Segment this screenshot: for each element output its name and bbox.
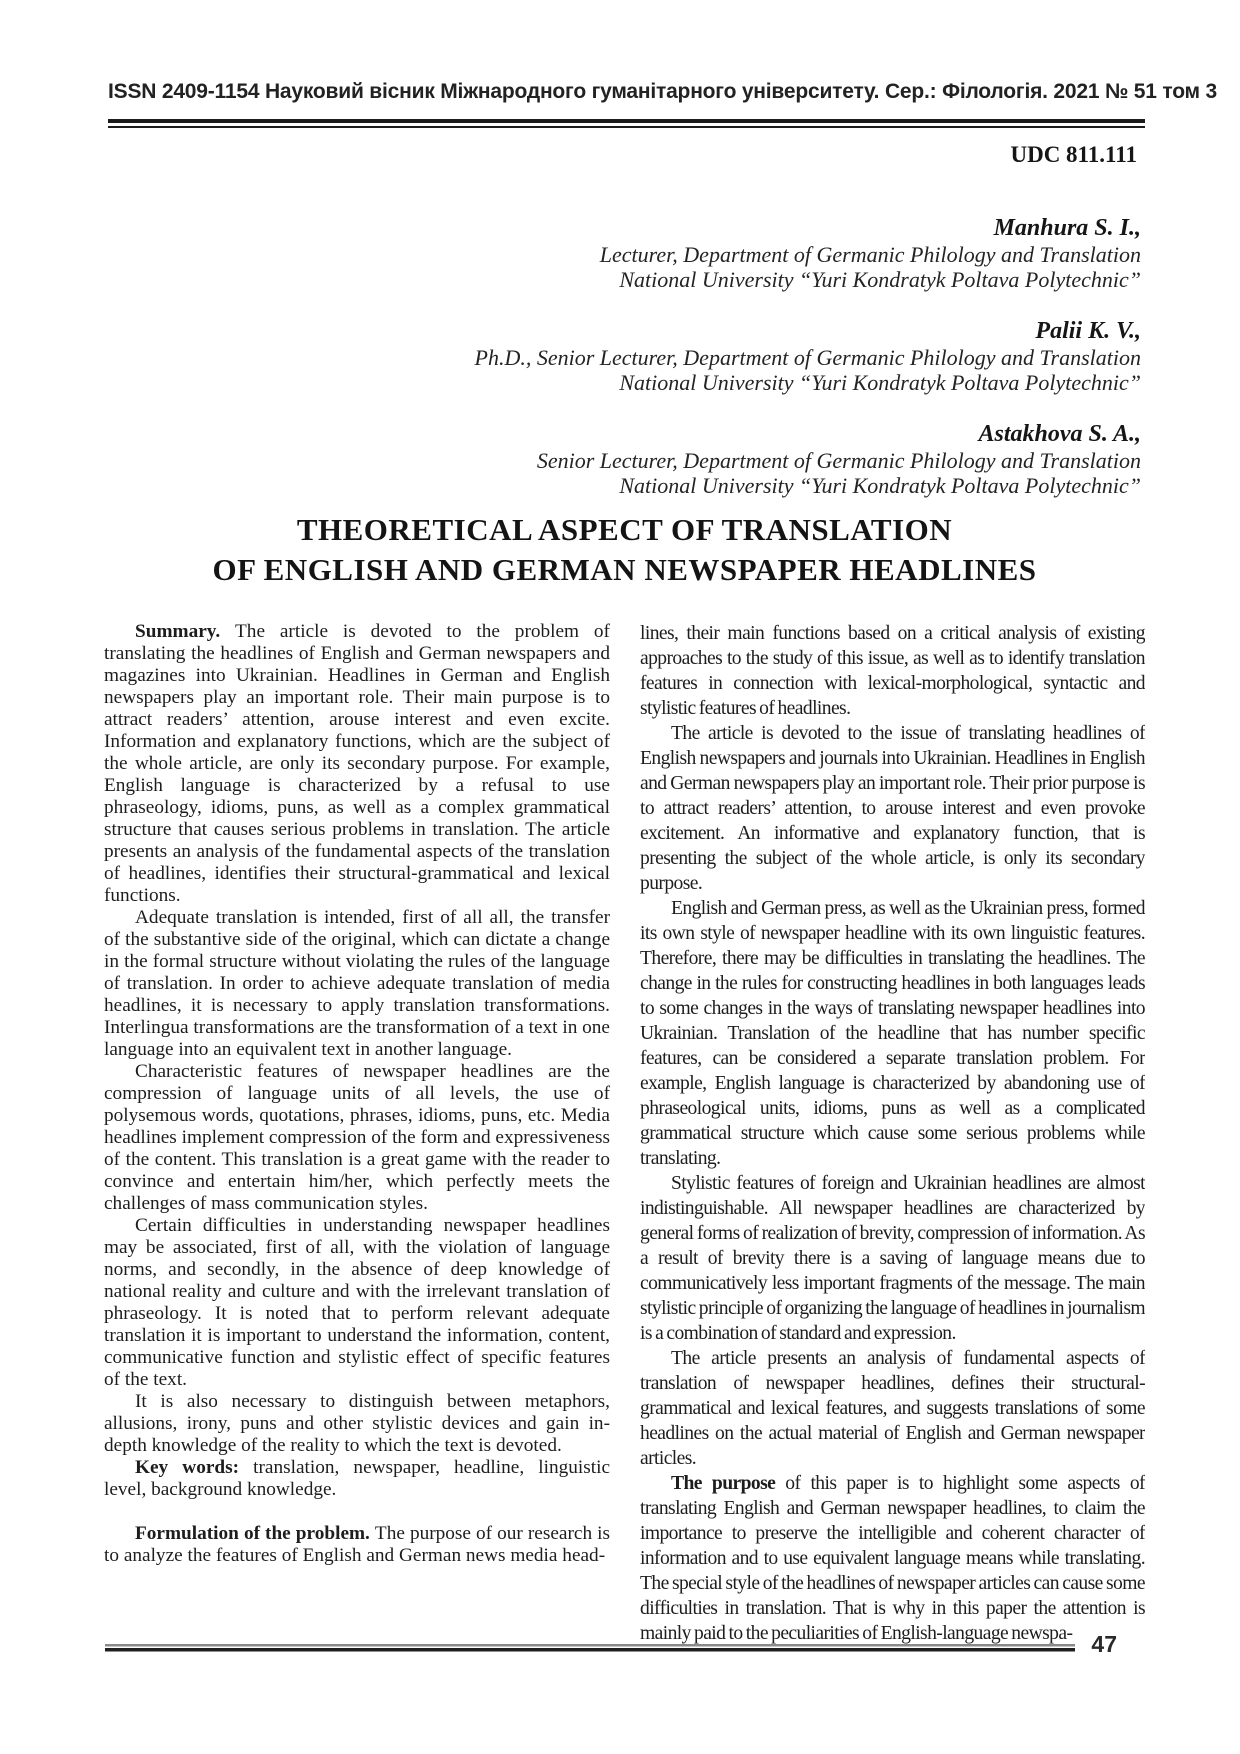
paragraph: Certain difficulties in understanding newspaper headlines may be associated, first of all, with the violation of language norms, and secondly, in the absence of deep knowledge of national reality and culture and with the irrelevant translation of phraseology. It is noted that to perform relevant adequate translation it is important to understand the information, content, communicative function and stylistic effect of specific features of the text. — [104, 1215, 610, 1390]
paragraph-lead: Formulation of the problem. — [135, 1523, 375, 1544]
paragraph-lead: Key words: — [135, 1457, 254, 1478]
author-affiliation: National University “Yuri Kondratyk Poltava Polytechnic” — [619, 267, 1141, 292]
footer-rule — [105, 1644, 1075, 1652]
author-name: Palii K. V., — [1035, 318, 1141, 344]
author — [475, 318, 1141, 395]
paragraph: Key words: translation, newspaper, headline, linguistic level, background knowledge. — [104, 1457, 610, 1500]
author-affiliation: National University “Yuri Kondratyk Poltava Polytechnic” — [619, 370, 1141, 395]
author-affiliation: Ph.D., Senior Lecturer, Department of Germanic Philology and Translation — [474, 345, 1141, 370]
udc-code: UDC 811.111 — [1010, 142, 1137, 167]
article-title — [104, 510, 1145, 590]
paragraph: Formulation of the problem. The purpose of our research is to analyze the features of English and German news media head- — [104, 1523, 610, 1566]
author-name: Manhura S. I., — [993, 215, 1141, 241]
paragraph: lines, their main functions based on a critical analysis of existing approaches to the study of this issue, as well as to identify translation features in connection with lexical-morphological, syntactic and stylistic features of headlines. — [640, 623, 1145, 719]
paragraph: Stylistic features of foreign and Ukrainian headlines are almost indistinguishable. All newspaper headlines are characterized by general forms of realization of brevity, compression of information. As a result of brevity there is a saving of language means due to communicatively less important fragments of the message. The main stylistic principle of organizing the language of headlines in journalism is a combination of standard and expression. — [640, 1173, 1145, 1344]
journal-header: ISSN 2409-1154 Науковий вісник Міжнародного гуманітарного університету. Сер.: Філологія. 2021 № 51 том 3 — [108, 80, 1218, 103]
author-name: Astakhova S. A., — [978, 421, 1141, 447]
paragraph: It is also necessary to distinguish between metaphors, allusions, irony, puns and other stylistic devices and gain in-depth knowledge of the reality to which the text is devoted. — [104, 1391, 610, 1456]
author-affiliation: Senior Lecturer, Department of Germanic Philology and Translation — [536, 448, 1141, 473]
paragraph: Summary. The article is devoted to the problem of translating the headlines of English and German newspapers and magazines into Ukrainian. Headlines in German and English newspapers play an important role. Their main purpose is to attract readers’ attention, arouse interest and even excite. Information and explanatory functions, which are the subject of the whole article, are only its secondary purpose. For example, English language is characterized by a refusal to use phraseology, idioms, puns, as well as a complex grammatical structure that causes serious problems in translation. The article presents an analysis of the fundamental aspects of the translation of headlines, identifies their structural-grammatical and lexical functions. — [104, 621, 610, 906]
right-column — [640, 621, 1145, 1657]
author-affiliation: National University “Yuri Kondratyk Poltava Polytechnic” — [619, 473, 1141, 498]
paragraph: The purpose of this paper is to highlight some aspects of translating English and German newspaper headlines, to claim the importance to preserve the intelligible and coherent character of information and to use equivalent language means while translating. The special style of the headlines of newspaper articles can cause some difficulties in translation. That is why in this paper the attention is mainly paid to the peculiarities of English-language newspa- — [640, 1473, 1145, 1644]
left-column — [104, 621, 610, 1653]
author — [475, 421, 1141, 498]
page-number: 47 — [1091, 1631, 1117, 1657]
author — [475, 215, 1141, 292]
header-rule — [108, 119, 1145, 129]
paragraph: Adequate translation is intended, first of all all, the transfer of the substantive side of the original, which can dictate a change in the formal structure without violating the rules of the language of translation. In order to achieve adequate translation of media headlines, it is necessary to apply translation transformations. Interlingua transformations are the transformation of a text in one language into an equivalent text in another language. — [104, 907, 610, 1060]
article-title-line1: THEORETICAL ASPECT OF TRANSLATION — [296, 512, 953, 547]
paragraph: English and German press, as well as the Ukrainian press, formed its own style of newspaper headline with its own linguistic features. Therefore, there may be difficulties in translating the headlines. The change in the rules for constructing headlines in both languages leads to some changes in the ways of translating newspaper headlines into Ukrainian. Translation of the headline that has number specific features, can be considered a separate translation problem. For example, English language is characterized by abandoning use of phraseological units, idioms, puns as well as a complicated grammatical structure which cause some serious problems while translating. — [640, 898, 1145, 1169]
paragraph: The article is devoted to the issue of translating headlines of English newspapers and journals into Ukrainian. Headlines in English and German newspapers play an important role. Their prior purpose is to attract readers’ attention, to arouse interest and even provoke excitement. An informative and explanatory function, that is presenting the subject of the whole article, is only its secondary purpose. — [640, 723, 1145, 894]
article-body — [104, 621, 1145, 1657]
paragraph-lead: The purpose — [671, 1473, 786, 1494]
paragraph: Characteristic features of newspaper headlines are the compression of language units of all levels, the use of polysemous words, quotations, phrases, idioms, puns, etc. Media headlines implement compression of the form and expressiveness of the content. This translation is a great game with the reader to convince and entertain him/her, which perfectly meets the challenges of mass communication styles. — [104, 1061, 611, 1214]
authors-block — [475, 215, 1141, 498]
page-footer — [105, 1631, 1117, 1657]
paragraph: The article presents an analysis of fundamental aspects of translation of newspaper headlines, defines their structural-grammatical and lexical features, and suggests translations of some headlines on the actual material of English and German newspaper articles. — [640, 1348, 1145, 1469]
paragraph-lead: Summary. — [135, 621, 236, 642]
article-title-line2: OF ENGLISH AND GERMAN NEWSPAPER HEADLINES — [212, 552, 1037, 587]
author-affiliation: Lecturer, Department of Germanic Philology and Translation — [599, 242, 1141, 267]
